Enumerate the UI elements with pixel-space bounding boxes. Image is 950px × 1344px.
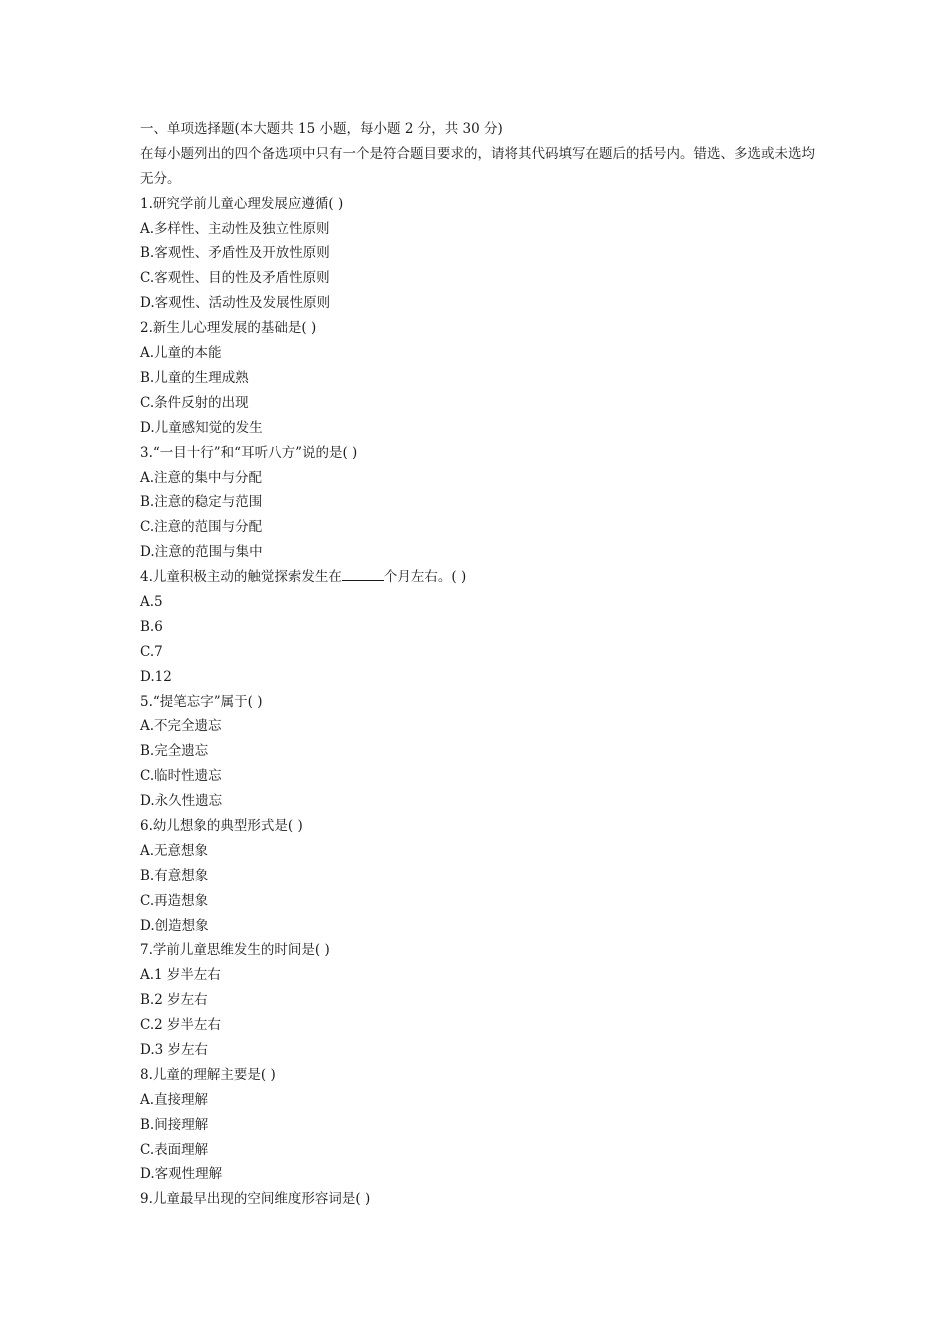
- question-8-option-b: B.间接理解: [140, 1116, 209, 1133]
- question-5-stem: 5.“提笔忘字”属于( ): [140, 693, 263, 710]
- question-2-option-d: D.儿童感知觉的发生: [140, 419, 263, 436]
- question-4-option-b: B.6: [140, 618, 163, 635]
- question-4-option-d: D.12: [140, 668, 172, 685]
- question-2-option-b: B.儿童的生理成熟: [140, 369, 249, 386]
- question-2-option-c: C.条件反射的出现: [140, 394, 249, 411]
- question-3-option-a: A.注意的集中与分配: [140, 469, 263, 486]
- question-5-option-c: C.临时性遗忘: [140, 768, 222, 785]
- question-1-option-a: A.多样性、主动性及独立性原则: [140, 220, 330, 237]
- question-8-option-d: D.客观性理解: [140, 1166, 223, 1183]
- question-9-stem: 9.儿童最早出现的空间维度形容词是( ): [140, 1191, 371, 1208]
- question-3-option-c: C.注意的范围与分配: [140, 519, 263, 536]
- exam-page: [140, 117, 820, 1212]
- question-5-option-d: D.永久性遗忘: [140, 793, 223, 810]
- instructions: 在每小题列出的四个备选项中只有一个是符合题目要求的，请将其代码填写在题后的括号内。错选、多选或未选均无分。: [140, 145, 815, 187]
- question-1-stem: 1.研究学前儿童心理发展应遵循( ): [140, 195, 344, 212]
- question-7-option-d: D.3 岁左右: [140, 1041, 209, 1058]
- question-6-option-d: D.创造想象: [140, 917, 209, 934]
- question-7-option-b: B.2 岁左右: [140, 992, 208, 1009]
- question-4-option-a: A.5: [140, 593, 163, 610]
- question-6-option-c: C.再造想象: [140, 892, 209, 909]
- question-1-option-d: D.客观性、活动性及发展性原则: [140, 295, 331, 312]
- question-7-stem: 7.学前儿童思维发生的时间是( ): [140, 942, 330, 959]
- question-3-option-b: B.注意的稳定与范围: [140, 494, 263, 511]
- fill-in-blank: [342, 568, 384, 581]
- question-4-stem-after: 个月左右。( ): [383, 569, 467, 586]
- question-6-option-b: B.有意想象: [140, 867, 209, 884]
- question-6-option-a: A.无意想象: [140, 842, 209, 859]
- question-3-stem: 3.“一目十行”和“耳听八方”说的是( ): [140, 444, 358, 461]
- question-2-stem: 2.新生儿心理发展的基础是( ): [140, 320, 317, 337]
- question-7-option-c: C.2 岁半左右: [140, 1017, 222, 1034]
- question-8-option-a: A.直接理解: [140, 1091, 209, 1108]
- question-4-stem: [140, 565, 820, 590]
- question-7-option-a: A.1 岁半左右: [140, 967, 221, 984]
- question-2-option-a: A.儿童的本能: [140, 345, 222, 362]
- section-title: 一、单项选择题(本大题共 15 小题，每小题 2 分，共 30 分): [140, 121, 503, 137]
- question-4-option-c: C.7: [140, 643, 163, 660]
- question-1-option-b: B.客观性、矛盾性及开放性原则: [140, 245, 330, 262]
- question-3-option-d: D.注意的范围与集中: [140, 544, 263, 561]
- question-6-stem: 6.幼儿想象的典型形式是( ): [140, 817, 303, 834]
- question-4-stem-before: 4.儿童积极主动的触觉探索发生在: [140, 569, 342, 586]
- question-8-option-c: C.表面理解: [140, 1141, 209, 1158]
- question-5-option-a: A.不完全遗忘: [140, 718, 222, 735]
- question-5-option-b: B.完全遗忘: [140, 743, 209, 760]
- question-8-stem: 8.儿童的理解主要是( ): [140, 1066, 276, 1083]
- question-1-option-c: C.客观性、目的性及矛盾性原则: [140, 270, 330, 287]
